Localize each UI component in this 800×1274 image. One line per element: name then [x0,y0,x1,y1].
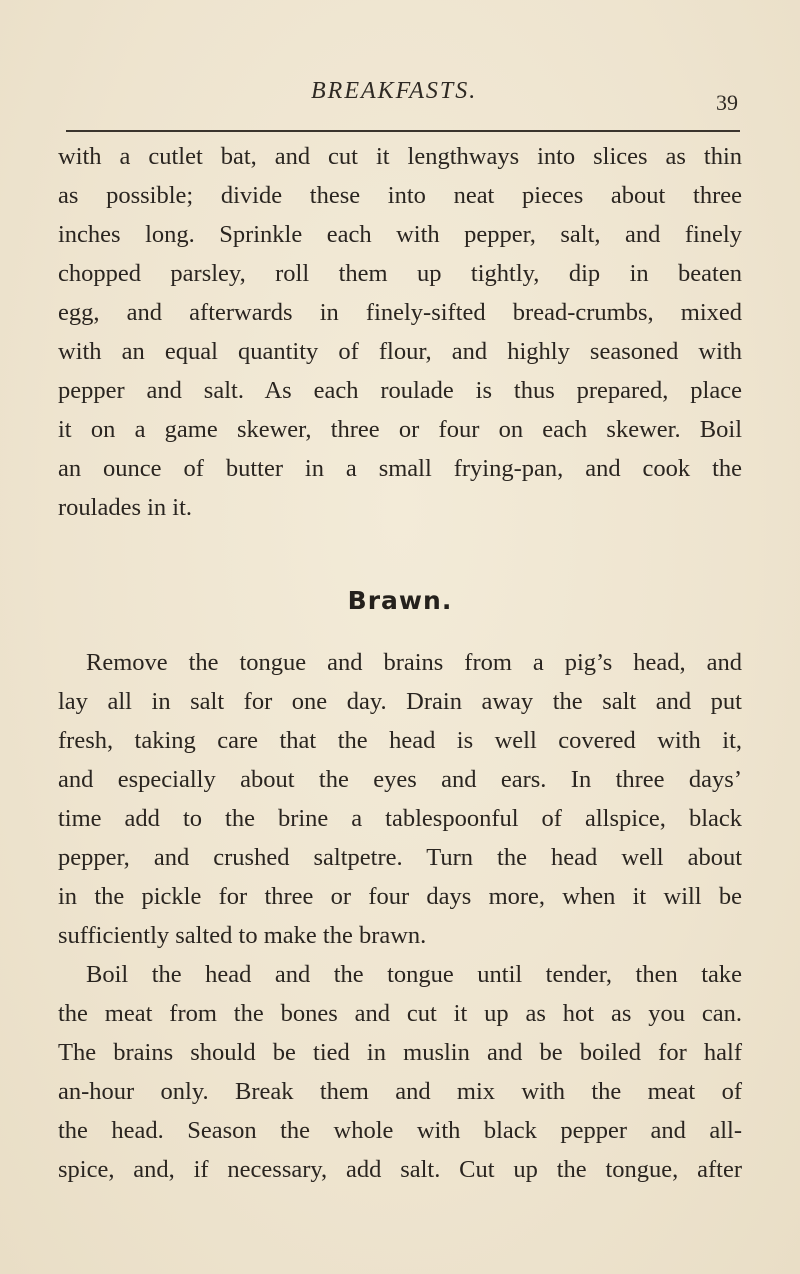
header-rule [66,130,740,132]
text-line: an-hour only. Break them and mix with the meat of [58,1078,742,1105]
brawn-recipe [58,643,742,1189]
text-line: egg, and afterwards in finely-sifted bread-crumbs, mixed [58,299,742,326]
text-line: inches long. Sprinkle each with pepper, salt, and finely [58,221,742,248]
running-title: BREAKFASTS. [311,78,478,104]
text-line: pepper and salt. As each roulade is thus prepared, place [58,377,742,404]
text-line: as possible; divide these into neat pieces about three [58,182,742,209]
running-head [0,76,800,116]
text-line: an ounce of butter in a small frying-pan, and cook the [58,455,742,482]
text-line: spice, and, if necessary, add salt. Cut up the tongue, after [58,1156,742,1183]
text-line: the meat from the bones and cut it up as hot as you can. [58,1000,742,1027]
text-line: The brains should be tied in muslin and be boiled for half [58,1039,742,1066]
text-line: roulades in it. [58,494,193,521]
text-line: and especially about the eyes and ears. In three days’ [58,766,742,793]
text-line: in the pickle for three or four days more, when it will be [58,883,742,910]
section-heading: Brawn. [347,586,453,615]
text-line: with a cutlet bat, and cut it lengthways into slices as thin [58,143,742,170]
text-line: it on a game skewer, three or four on each skewer. Boil [58,416,742,443]
text-line: Boil the head and the tongue until tender, then take [86,961,742,988]
text-line: the head. Season the whole with black pepper and all- [58,1117,742,1144]
text-line: with an equal quantity of flour, and highly seasoned with [58,338,742,365]
continued-paragraph [58,137,742,527]
text-line: fresh, taking care that the head is well covered with it, [58,727,742,754]
text-line: sufficiently salted to make the brawn. [58,922,427,949]
text-line: pepper, and crushed saltpetre. Turn the head well about [58,844,742,871]
text-line: Remove the tongue and brains from a pig’s head, and [86,649,742,676]
text-line: time add to the brine a tablespoonful of allspice, black [58,805,742,832]
text-line: lay all in salt for one day. Drain away the salt and put [58,688,742,715]
text-line: chopped parsley, roll them up tightly, dip in beaten [58,260,742,287]
page-number: 39 [716,90,738,115]
